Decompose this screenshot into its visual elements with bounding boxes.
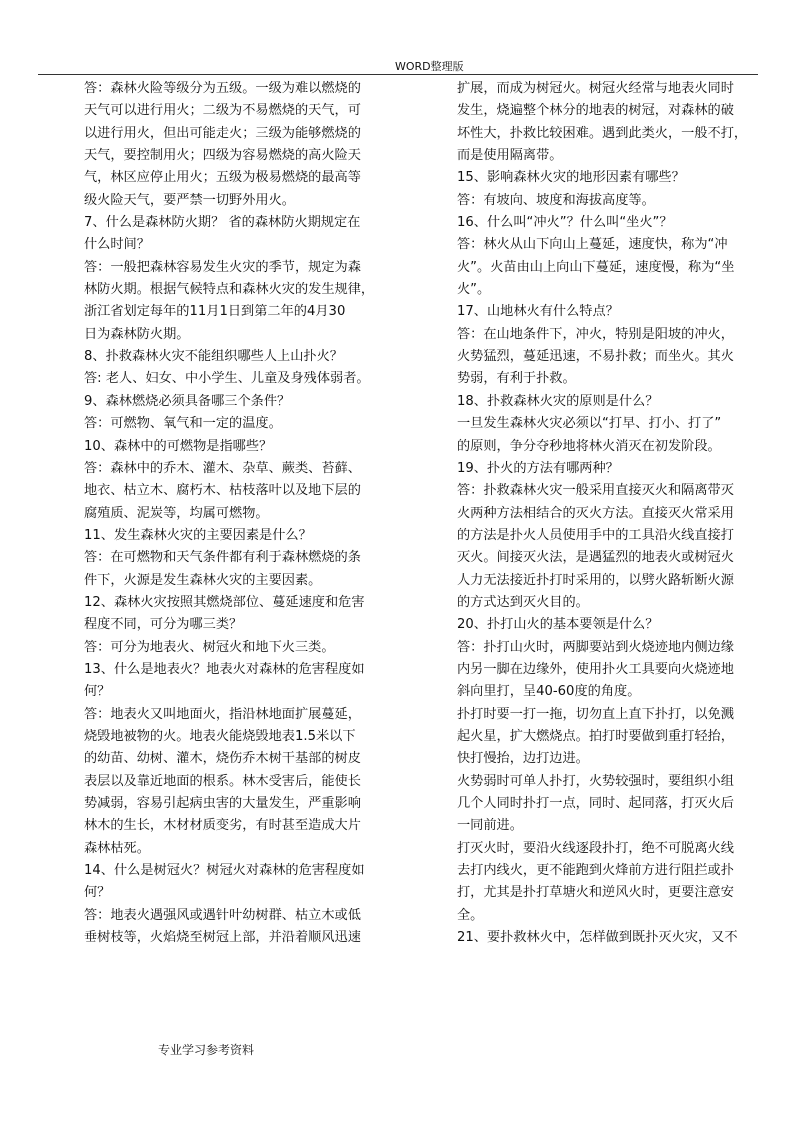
text-line: 一旦发生森林火灾必须以“打早、打小、打了”: [457, 416, 722, 432]
text-line: 14、什么是树冠火？树冠火对森林的危害程度如: [84, 863, 365, 879]
text-line: 19、扑火的方法有哪两种？: [457, 460, 619, 476]
text-line: 势减弱，容易引起病虫害的大量发生，严重影响: [84, 796, 361, 811]
text-line: 坏性大，扑救比较困难。遇到此类火，一般不打，: [457, 125, 748, 141]
text-line: 13、什么是地表火？地表火对森林的危害程度如: [84, 661, 365, 677]
text-line: 火”。火苗由山上向山下蔓延，速度慢，称为“坐: [457, 259, 735, 275]
text-line: 级火险天气，要严禁一切野外用火。: [84, 192, 295, 208]
text-line: 答：在山地条件下，冲火，特别是阳坡的冲火，: [457, 326, 734, 342]
text-line: 火”。: [457, 282, 491, 298]
text-line: 内另一脚在边缘外，使用扑火工具要向火烧迹地: [457, 661, 734, 677]
text-line: 而是使用隔离带。: [457, 148, 563, 164]
text-line: 扑打时要一打一拖，切勿直上直下扑打，以免溅: [457, 706, 734, 722]
text-line: 灭火。间接灭火法，是遇猛烈的地表火或树冠火: [457, 550, 734, 566]
text-line: 答：在可燃物和天气条件都有利于森林燃烧的条: [84, 550, 361, 566]
text-line: 答：森林中的乔木、灌木、杂草、蕨类、苔藓、: [84, 460, 361, 476]
text-line: 林木的生长，木材材质变劣，有时甚至造成大片: [84, 818, 361, 834]
text-line: 烧毁地被物的火。地表火能烧毁地表1.5米以下: [84, 728, 356, 744]
right-column: [457, 78, 763, 949]
text-line: 21、要扑救林火中，怎样做到既扑灭火灾，又不: [457, 930, 738, 946]
text-line: 9、森林燃烧必须具备哪三个条件？: [84, 393, 291, 409]
text-line: 答：扑救森林火灾一般采用直接灭火和隔离带灭: [457, 483, 734, 499]
text-line: 8、扑救森林火灾不能组织哪些人上山扑火？: [84, 349, 343, 365]
text-line: 森林枯死。: [84, 840, 150, 856]
text-line: 腐殖质、泥炭等，均属可燃物。: [84, 505, 269, 521]
header-divider: [38, 74, 758, 75]
text-line: 垂树枝等，火焰烧至树冠上部，并沿着顺风迅速: [84, 930, 361, 946]
text-line: 16、什么叫“冲火”？什么叫“坐火”？: [457, 215, 673, 231]
text-line: 答：林火从山下向山上蔓延，速度快，称为“冲: [457, 237, 728, 253]
text-line: 程度不同，可分为哪三类？: [84, 617, 243, 633]
text-line: 20、扑打山火的基本要领是什么？: [457, 617, 659, 633]
text-line: 的幼苗、幼树、灌木，烧伤乔木树干基部的树皮: [84, 751, 361, 767]
text-line: 答：地表火遇强风或遇针叶幼树群、枯立木或低: [84, 907, 361, 923]
text-line: 15、影响森林火灾的地形因素有哪些？: [457, 170, 685, 186]
text-line: 人力无法接近扑打时采用的，以劈火路斩断火源: [457, 572, 734, 588]
text-line: 以进行用火，但出可能走火；三级为能够燃烧的: [84, 125, 361, 141]
text-line: 扩展，而成为树冠火。树冠火经常与地表火同时: [457, 81, 734, 96]
text-line: 打灭火时，要沿火线逐段扑打，绝不可脱离火线: [457, 840, 734, 856]
text-line: 一同前进。: [457, 818, 523, 834]
text-line: 打，尤其是扑打草塘火和逆风火时，更要注意安: [457, 885, 734, 901]
text-line: 答：一般把森林容易发生火灾的季节，规定为森: [84, 259, 361, 275]
text-line: 斜向里打，呈40-60度的角度。: [457, 684, 641, 700]
text-line: 17、山地林火有什么特点？: [457, 304, 619, 320]
text-line: 件下，火源是发生森林火灾的主要因素。: [84, 572, 322, 588]
text-line: 的方式达到灭火目的。: [457, 594, 589, 610]
text-line: 气，林区应停止用火；五级为极易燃烧的最高等: [84, 170, 361, 186]
text-line: 答：有坡向、坡度和海拔高度等。: [457, 192, 655, 208]
text-line: 什么时间？: [84, 237, 150, 253]
text-line: 林防火期。根据气候特点和森林火灾的发生规律，: [84, 282, 375, 298]
left-column: [84, 78, 390, 949]
text-line: 何？: [84, 885, 111, 901]
text-line: 火势猛烈，蔓延迅速，不易扑救；而坐火。其火: [457, 349, 734, 365]
text-line: 答：可分为地表火、树冠火和地下火三类。: [84, 639, 335, 655]
text-line: 火两种方法相结合的灭火方法。直接灭火常采用: [457, 505, 734, 521]
text-line: 起火星，扩大燃烧点。拍打时要做到重打轻抬，: [457, 728, 734, 744]
text-line: 火势弱时可单人扑打，火势较强时，要组织小组: [457, 773, 734, 789]
text-line: 去打内线火，更不能跑到火烽前方进行阻拦或扑: [457, 863, 734, 879]
text-line: 发生，烧遍整个林分的地表的树冠，对森林的破: [457, 103, 734, 119]
text-line: 地衣、枯立木、腐朽木、枯枝落叶以及地下层的: [84, 483, 361, 499]
text-line: 18、扑救森林火灾的原则是什么？: [457, 393, 659, 409]
text-line: 全。: [457, 907, 484, 923]
text-line: 答：森林火险等级分为五级。一级为难以燃烧的: [84, 81, 361, 96]
text-line: 势弱，有利于扑救。: [457, 371, 576, 387]
page-header: WORD整理版: [395, 60, 464, 73]
text-line: 12、森林火灾按照其燃烧部位、蔓延速度和危害: [84, 594, 365, 610]
text-line: 10、森林中的可燃物是指哪些？: [84, 438, 273, 454]
text-line: 浙江省划定每年的11月1日到第二年的4月30: [84, 304, 346, 320]
text-line: 表层以及靠近地面的根系。林木受害后，能使长: [84, 773, 361, 789]
text-line: 答：可燃物、氧气和一定的温度。: [84, 416, 282, 432]
text-line: 天气可以进行用火；二级为不易燃烧的天气，可: [84, 103, 361, 119]
text-line: 的方法是扑火人员使用手中的工具沿火线直接打: [457, 527, 734, 543]
text-line: 天气，要控制用火；四级为容易燃烧的高火险天: [84, 148, 361, 164]
text-line: 何？: [84, 684, 111, 700]
text-line: 11、发生森林火灾的主要因素是什么？: [84, 527, 312, 543]
text-line: 答：扑打山火时，两脚要站到火烧迹地内侧边缘: [457, 639, 734, 655]
text-line: 几个人同时扑打一点，同时、起同落，打灭火后: [457, 796, 734, 811]
text-line: 7、什么是森林防火期？ 省的森林防火期规定在: [84, 215, 361, 231]
text-line: 的原则，争分夺秒地将林火消灭在初发阶段。: [457, 438, 721, 454]
page-footer: 专业学习参考资料: [158, 1043, 255, 1057]
text-line: 日为森林防火期。: [84, 326, 190, 342]
text-line: 答: 老人、妇女、中小学生、儿童及身残体弱者。: [84, 371, 370, 387]
text-line: 答：地表火又叫地面火，指沿林地面扩展蔓延，: [84, 706, 361, 722]
text-line: 快打慢抬，边打边进。: [457, 751, 589, 767]
